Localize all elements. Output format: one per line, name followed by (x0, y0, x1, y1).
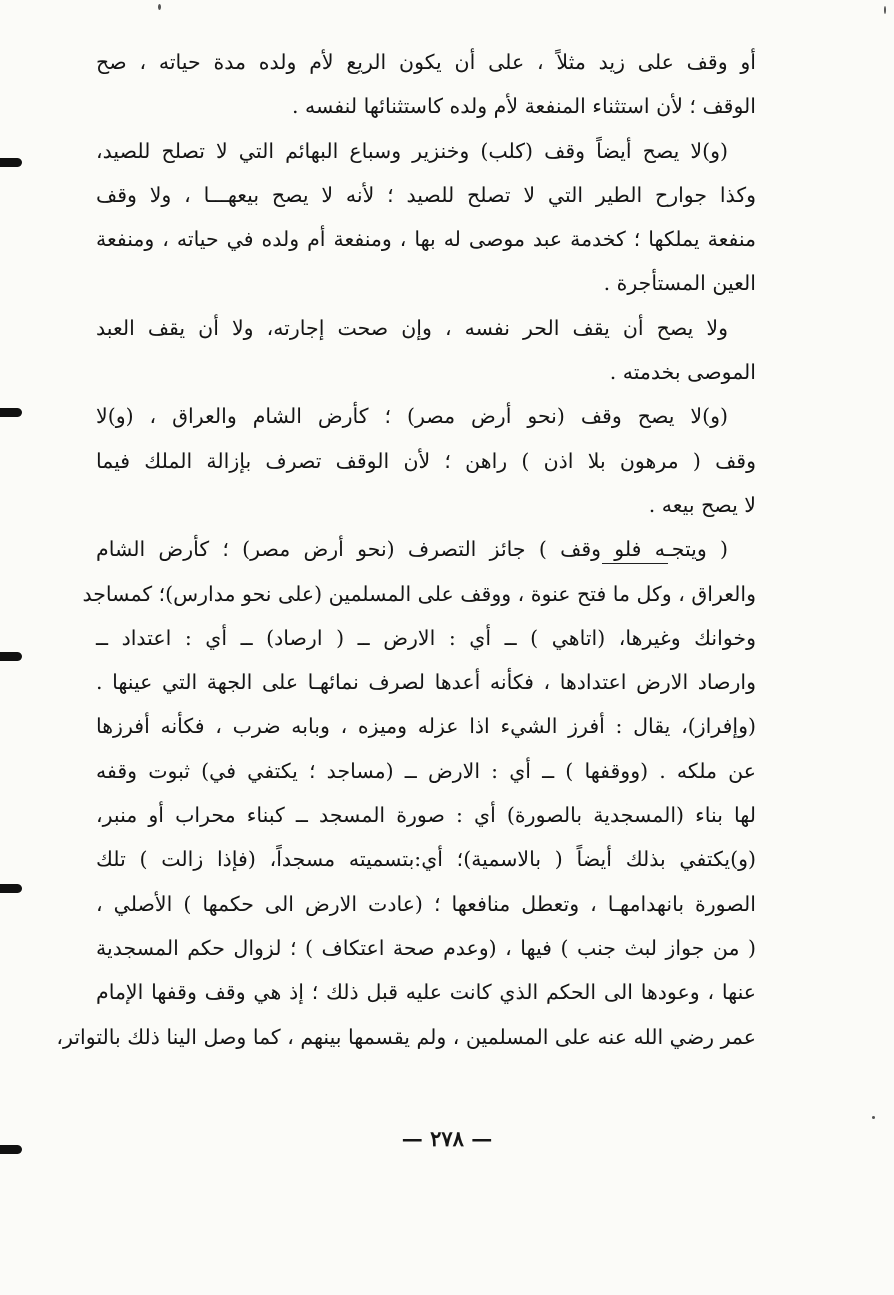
overline-mark (602, 563, 668, 564)
text-line: أو وقف على زيد مثلاً ، على أن يكون الريع لأم ولده مدة حياته ، صح (96, 50, 756, 74)
text-line: ولا يصح أن يقف الحر نفسه ، وإن صحت إجارته، ولا أن يقف العبد (96, 315, 728, 340)
text-line: ( ويتجـه فلو وقف ) جائز التصرف (نحو أرض مصر) ؛ كأرض الشام (96, 537, 728, 562)
text-line: والعراق ، وكل ما فتح عنوة ، ووقف على المسلمين (على نحو مدارس)؛ كمساجد (82, 581, 756, 606)
text-line: الوقف ؛ لأن استثناء المنفعة لأم ولده كاستثنائها لنفسه . (291, 94, 756, 119)
scan-speck (872, 1116, 875, 1119)
text-line: ( من جواز لبث جنب ) فيها ، (وعدم صحة اعتكاف ) ؛ لزوال حكم المسجدية (96, 935, 756, 960)
scan-speck (884, 6, 886, 14)
text-line: عمر رضي الله عنه على المسلمين ، ولم يقسمها بينهم ، كما وصل الينا ذلك بالتواتر، (56, 1024, 756, 1049)
text-line: وارصاد الارض اعتدادها ، فكأنه أعدها لصرف نمائهـا على الجهة التي عينها . (96, 670, 756, 695)
text-line: منفعة يملكها ؛ كخدمة عبد موصى له بها ، ومنفعة أم ولده في حياته ، ومنفعة (96, 227, 756, 252)
scan-speck (158, 4, 161, 10)
text-line: لها بناء (المسجدية بالصورة) أي : صورة المسجد ــ كبناء محراب أو منبر، (96, 803, 756, 828)
binding-margin-mark (0, 158, 22, 167)
text-line: وخوانك وغيرها، (اتاهي ) ــ أي : الارض ــ ( ارصاد) ــ أي : اعتداد ــ (96, 625, 756, 650)
text-line: (و)لا يصح أيضاً وقف (كلب) وخنزير وسباع البهائم التي لا تصلح للصيد، (96, 138, 728, 163)
text-line: وقف ( مرهون بلا اذن ) راهن ؛ لأن الوقف تصرف بإزالة الملك فيما (96, 448, 756, 473)
text-line: عنها ، وعودها الى الحكم الذي كانت عليه قبل ذلك ؛ إذ هي وقف وقفها الإمام (96, 980, 756, 1005)
page-number: — ٢٧٨ — (401, 1126, 493, 1151)
text-line: (و)يكتفي بذلك أيضاً ( بالاسمية)؛ أي:بتسميته مسجداً، (فإذا زالت ) تلك (96, 847, 756, 872)
binding-margin-mark (0, 884, 22, 893)
binding-margin-mark (0, 1145, 22, 1154)
text-line: عن ملكه . (ووقفها ) ــ أي : الارض ــ (مساجد ؛ يكتفي في) ثبوت وقفه (96, 758, 756, 783)
text-line: الصورة بانهدامهـا ، وتعطل منافعها ؛ (عادت الارض الى حكمها ) الأصلي ، (96, 891, 756, 916)
text-line: لا يصح بيعه . (648, 492, 756, 517)
page-body-text (56, 40, 756, 1059)
binding-margin-mark (0, 652, 22, 661)
text-line: الموصى بخدمته . (609, 360, 756, 385)
text-line: العين المستأجرة . (603, 271, 756, 296)
text-line: (و)لا يصح وقف (نحو أرض مصر) ؛ كأرض الشام والعراق ، (و)لا (96, 404, 728, 429)
text-line: (وإفراز)، يقال : أفرز الشيء اذا عزله وميزه ، وبابه ضرب ، فكأنه أفرزها (96, 714, 756, 739)
binding-margin-mark (0, 408, 22, 417)
text-line: وكذا جوارح الطير التي لا تصلح للصيد ؛ لأنه لا يصح بيعهـــا ، ولا وقف (96, 182, 756, 207)
